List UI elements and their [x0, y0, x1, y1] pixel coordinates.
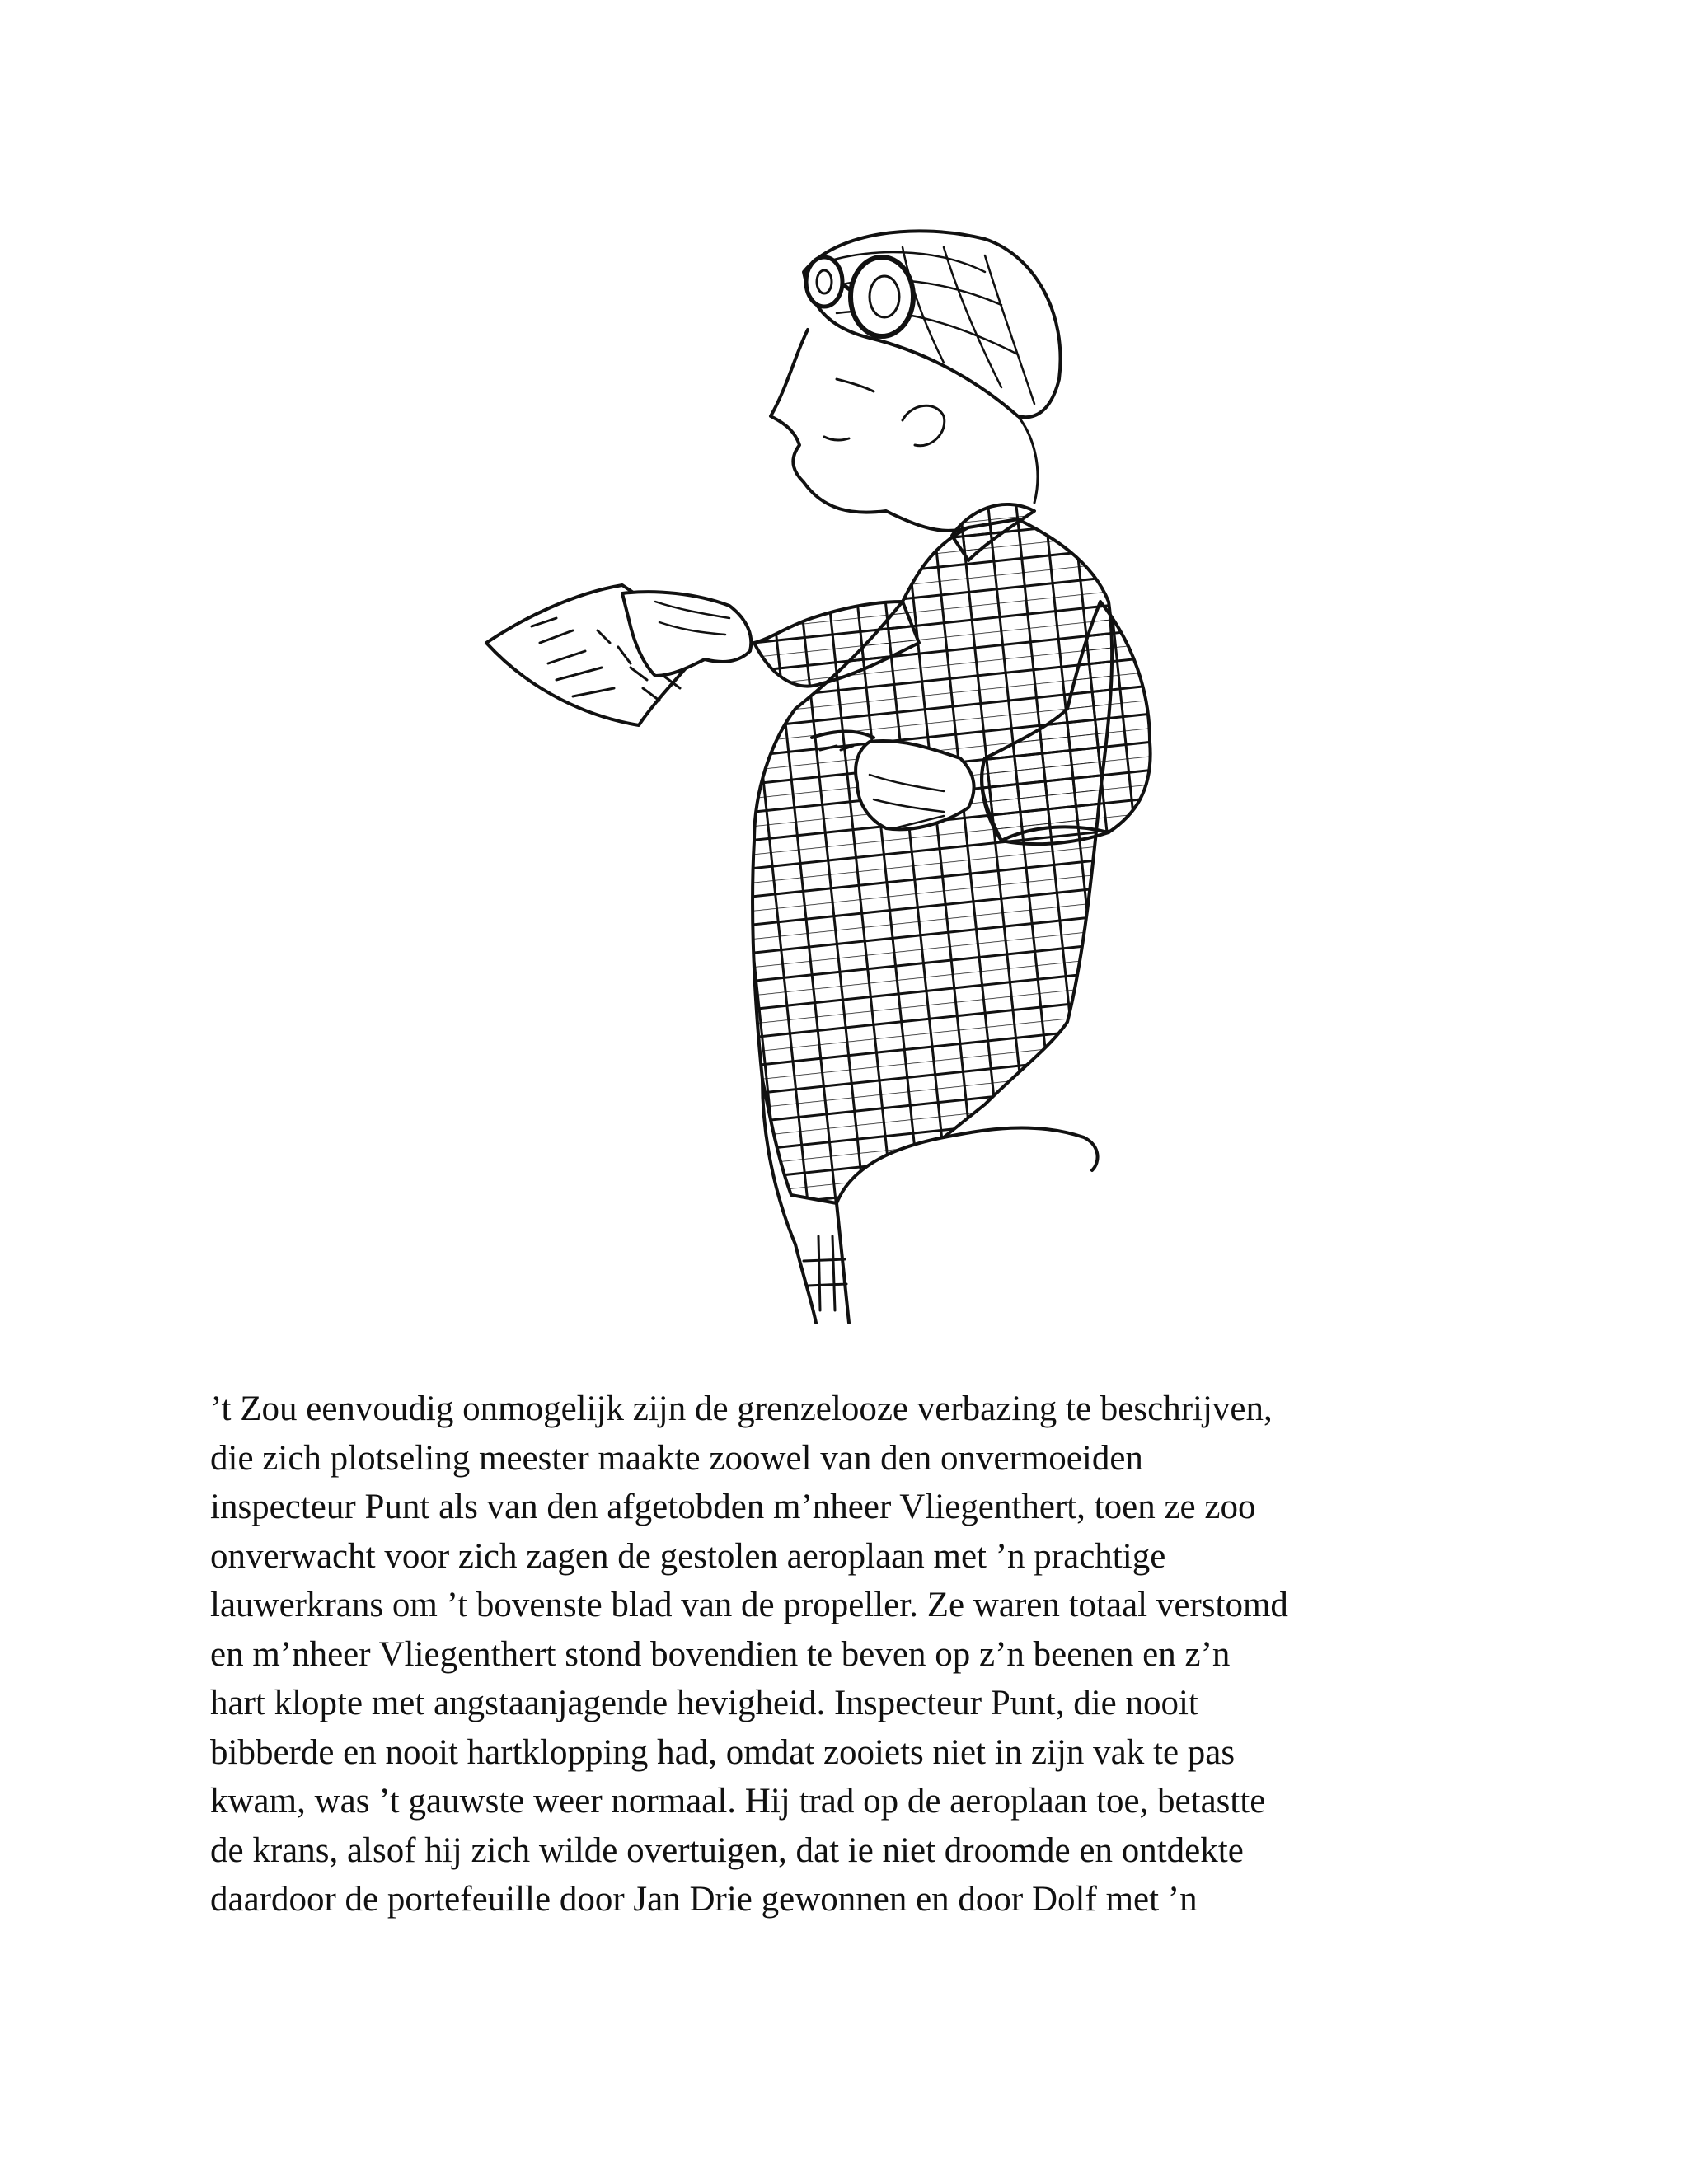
body-text	[210, 1385, 1529, 1924]
body-line: en m’nheer Vliegenthert stond bovendien te beven op z’n beenen en z’n	[210, 1634, 1231, 1674]
body-line: de krans, alsof hij zich wilde overtuigen, dat ie niet droomde en ontdekte	[210, 1830, 1244, 1870]
body-line: daardoor de portefeuille door Jan Drie gewonnen en door Dolf met ’n	[210, 1880, 1198, 1919]
body-line: inspecteur Punt als van den afgetobden m’nheer Vliegenthert, toen ze zoo	[210, 1488, 1256, 1526]
body-line: lauwerkrans om ’t bovenste blad van de propeller. Ze waren totaal verstomd	[210, 1586, 1288, 1624]
body-line: hart klopte met angstaanjagende hevigheid. Inspecteur Punt, die nooit	[210, 1684, 1198, 1722]
body-line: bibberde en nooit hartklopping had, omdat zooiets niet in zijn vak te pas	[210, 1732, 1236, 1772]
body-line: die zich plotseling meester maakte zoowel van den onvermoeiden	[210, 1438, 1143, 1478]
body-line: kwam, was ’t gauwste weer normaal. Hij trad op de aeroplaan toe, betastte	[210, 1782, 1266, 1821]
body-line: ’t Zou eenvoudig onmogelijk zijn de grenzelooze verbazing te beschrijven,	[210, 1390, 1273, 1428]
body-line: onverwacht voor zich zagen de gestolen aeroplaan met ’n prachtige	[210, 1536, 1166, 1576]
man-reading-paper-illustration	[408, 214, 1265, 1327]
